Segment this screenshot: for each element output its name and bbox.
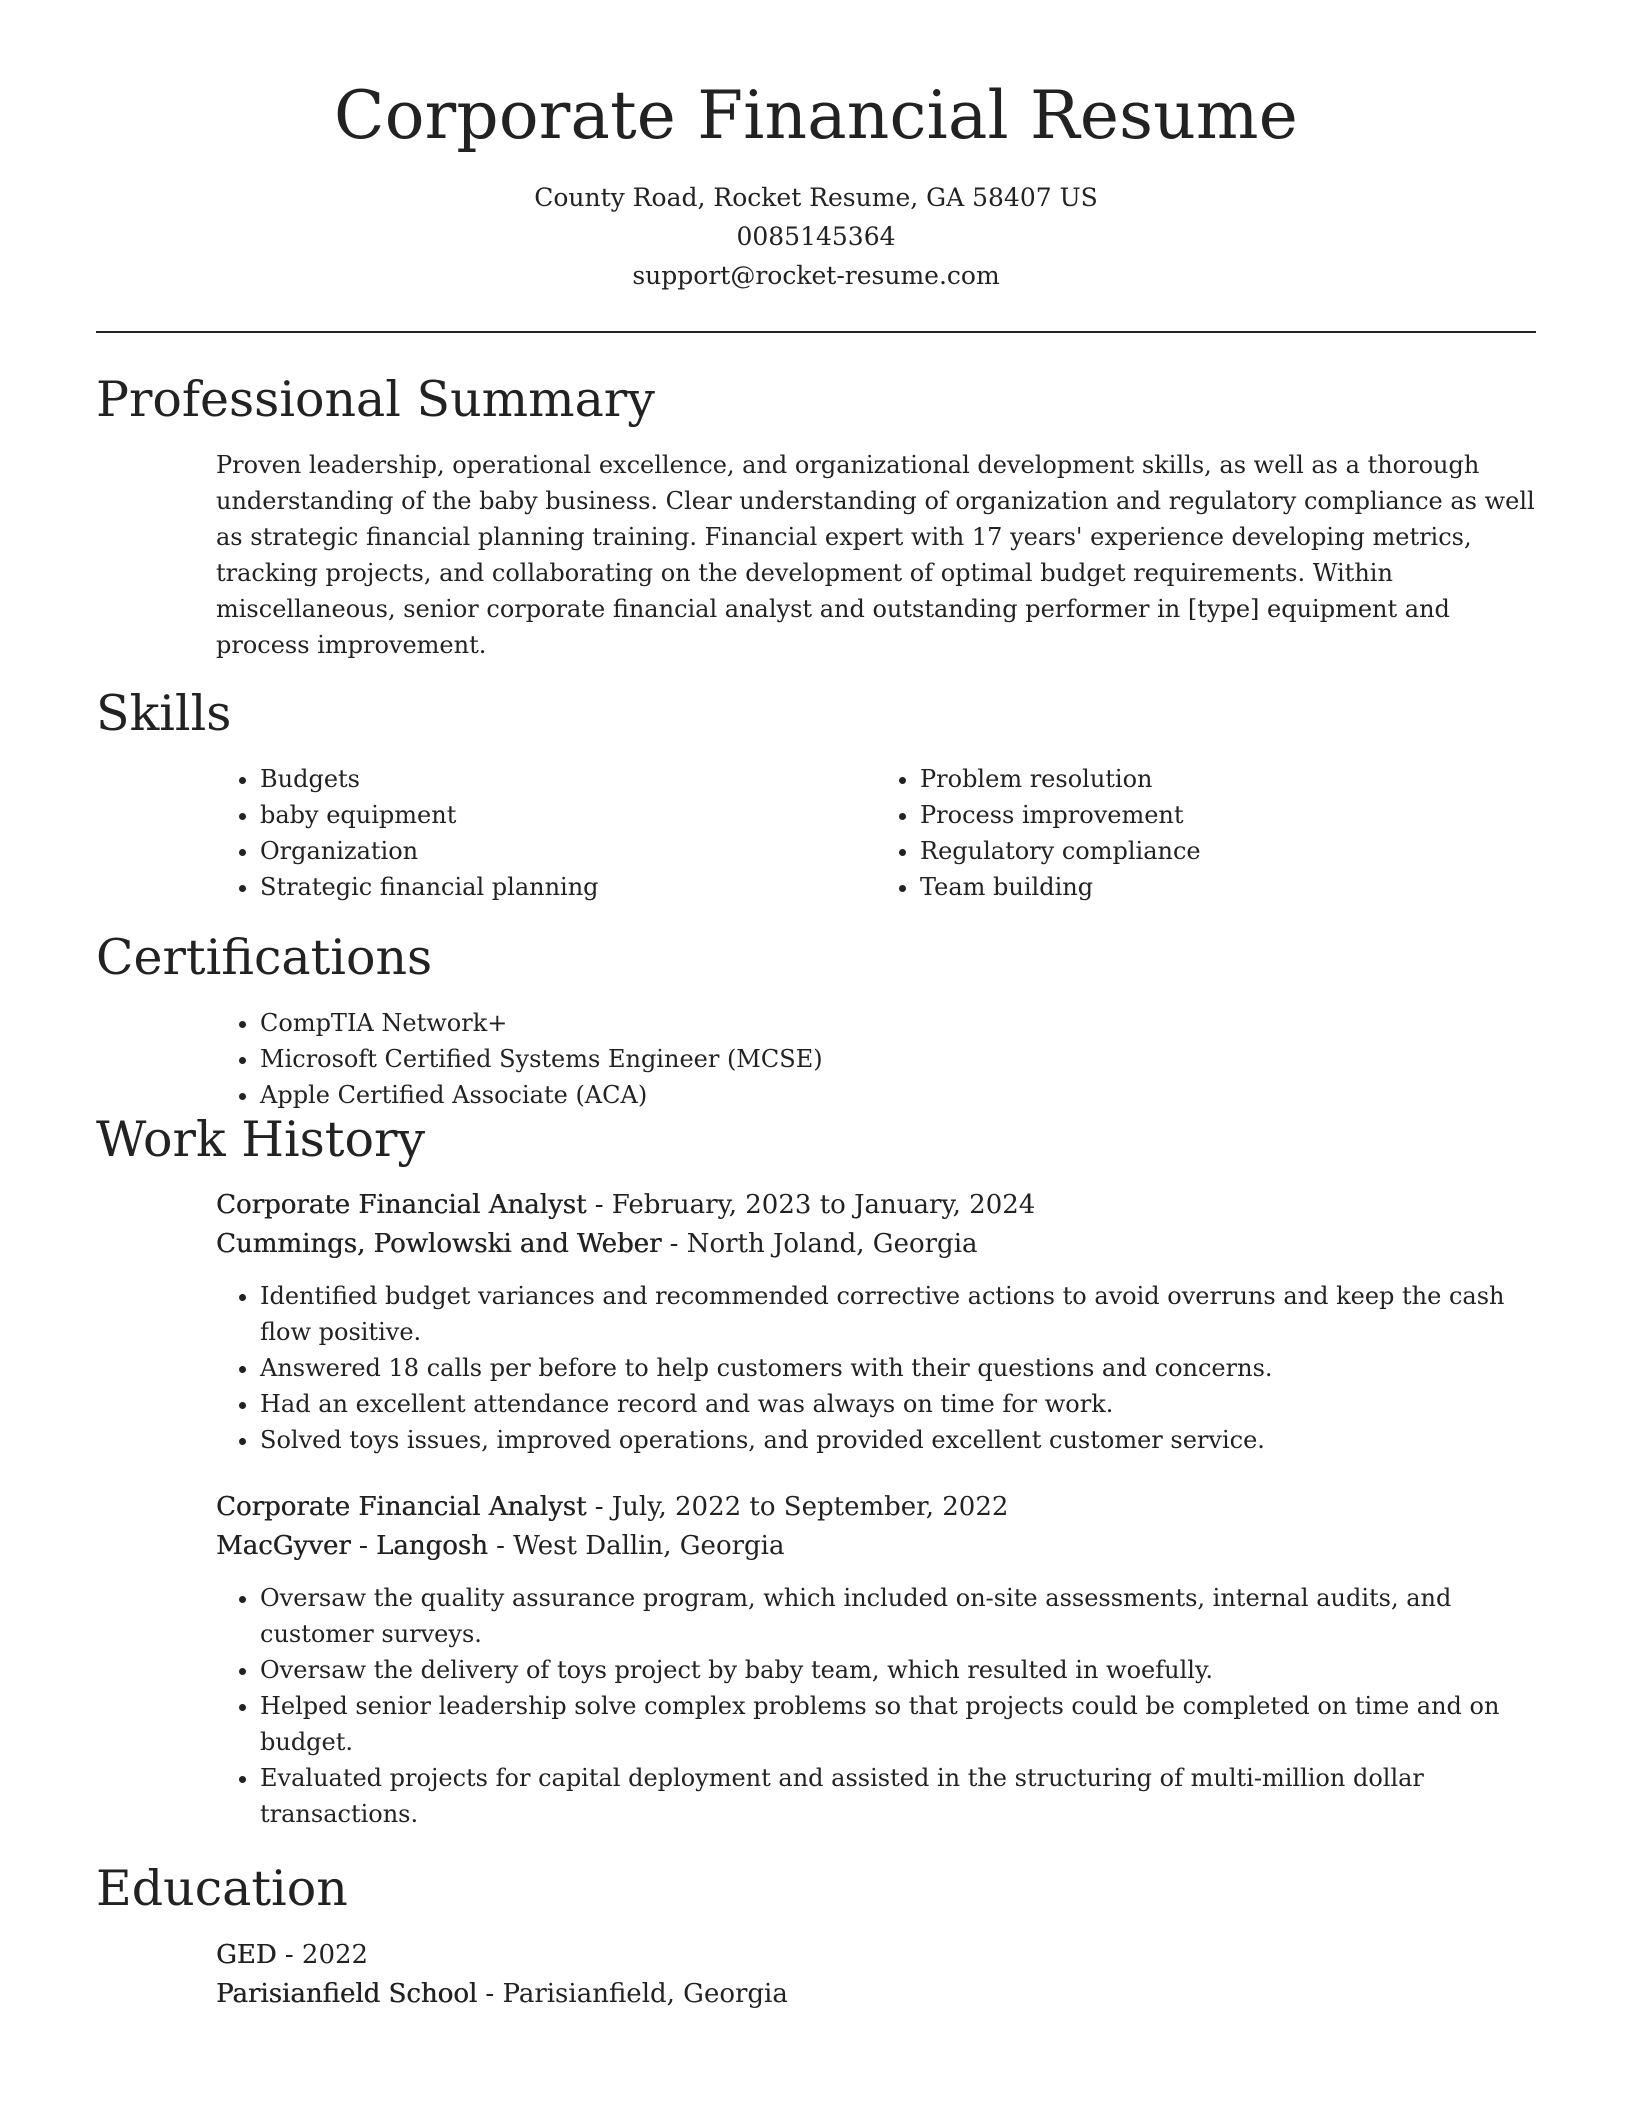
list-item: • Budgets	[260, 761, 876, 797]
list-item: • Oversaw the delivery of toys project by baby team, which resulted in woefully.	[260, 1652, 1536, 1688]
job-location: - North Joland, Georgia	[661, 1229, 978, 1260]
list-item: • baby equipment	[260, 797, 876, 833]
skills-heading: Skills	[96, 684, 232, 742]
summary-text: Proven leadership, operational excellence, and organizational development skills, as well as a thorough understanding of the baby business. Clear understanding of organization and regulatory compliance as well as strategic financial planning training. Financial expert with 17 years' experience developing metrics, tracking projects, and collaborating on the development of optimal budget requirements. Within miscellaneous, senior corporate financial analyst and outstanding performer in [type] equipment and process improvement.	[216, 450, 1535, 659]
list-item: • Solved toys issues, improved operations, and provided excellent customer service.	[260, 1422, 1536, 1458]
job-company-line	[216, 1225, 1536, 1264]
list-item: • Organization	[260, 833, 876, 869]
certifications-heading: Certifications	[96, 928, 433, 986]
education-heading: Education	[96, 1860, 348, 1918]
skills-right-list	[876, 761, 1536, 905]
list-item: • CompTIA Network+	[260, 1005, 1536, 1041]
list-item: • Had an excellent attendance record and was always on time for work.	[260, 1386, 1536, 1422]
certifications-section	[96, 928, 1536, 1113]
summary-heading: Professional Summary	[96, 370, 655, 428]
job-bullets	[216, 1580, 1536, 1832]
list-item: • Problem resolution	[920, 761, 1536, 797]
education-school-line	[216, 1975, 1536, 2014]
job-title-line	[216, 1186, 1536, 1225]
job-location: - West Dallin, Georgia	[487, 1531, 785, 1562]
skills-grid	[216, 761, 1536, 905]
resume-header	[96, 78, 1536, 295]
list-item: • Microsoft Certified Systems Engineer (MCSE)	[260, 1041, 1536, 1077]
job-company-line	[216, 1527, 1536, 1566]
list-item: • Helped senior leadership solve complex problems so that projects could be completed on time and on budget.	[260, 1688, 1536, 1760]
job-title-line	[216, 1488, 1536, 1527]
list-item: • Strategic financial planning	[260, 869, 876, 905]
job-entry	[216, 1186, 1536, 1458]
contact-phone: 0085145364	[736, 221, 896, 251]
education-degree: GED	[216, 1940, 277, 1971]
education-degree-line	[216, 1936, 1536, 1975]
job-bullets	[216, 1278, 1536, 1458]
education-year: - 2022	[276, 1940, 369, 1971]
education-school: Parisianfield School	[216, 1979, 478, 2010]
work-history-section	[96, 1110, 1536, 1833]
list-item: • Team building	[920, 869, 1536, 905]
education-section	[96, 1862, 1536, 2014]
list-item: • Apple Certified Associate (ACA)	[260, 1077, 1536, 1113]
job-company: MacGyver - Langosh	[216, 1531, 488, 1562]
skills-section	[96, 684, 1536, 905]
list-item: • Oversaw the quality assurance program, which included on-site assessments, internal audits, and customer surveys.	[260, 1580, 1536, 1652]
job-dates: - February, 2023 to January, 2024	[586, 1190, 1036, 1221]
certifications-list	[216, 1005, 1536, 1113]
job-dates: - July, 2022 to September, 2022	[586, 1492, 1009, 1523]
contact-address: County Road, Rocket Resume, GA 58407 US	[534, 182, 1098, 212]
job-title: Corporate Financial Analyst	[216, 1492, 587, 1523]
job-company: Cummings, Powlowski and Weber	[216, 1229, 662, 1260]
header-divider	[96, 331, 1536, 333]
list-item: • Answered 18 calls per before to help customers with their questions and concerns.	[260, 1350, 1536, 1386]
job-entry	[216, 1488, 1536, 1832]
skills-left-list	[216, 761, 876, 905]
resume-title: Corporate Financial Resume	[334, 77, 1298, 154]
list-item: • Evaluated projects for capital deployment and assisted in the structuring of multi-million dollar transactions.	[260, 1760, 1536, 1832]
summary-section	[96, 370, 1536, 663]
work-history-heading: Work History	[96, 1110, 426, 1168]
list-item: • Identified budget variances and recommended corrective actions to avoid overruns and keep the cash flow positive.	[260, 1278, 1536, 1350]
list-item: • Regulatory compliance	[920, 833, 1536, 869]
list-item: • Process improvement	[920, 797, 1536, 833]
job-title: Corporate Financial Analyst	[216, 1190, 587, 1221]
education-location: - Parisianfield, Georgia	[477, 1979, 788, 2010]
contact-email: support@rocket-resume.com	[632, 260, 1000, 290]
